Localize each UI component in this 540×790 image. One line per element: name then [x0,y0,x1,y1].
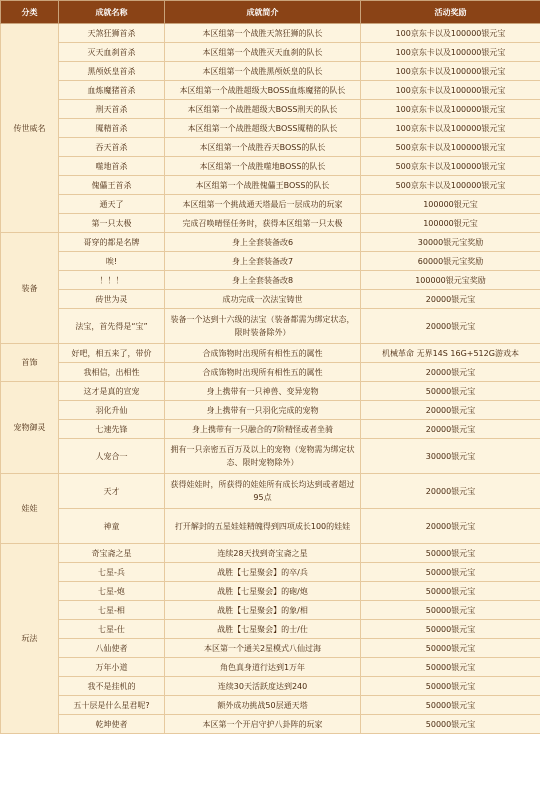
achievement-name: 第一只太极 [59,214,165,233]
achievement-desc: 本区组第一个战胜超级大BOSS刑天的队长 [165,100,361,119]
achievement-reward: 100000银元宝奖励 [361,271,540,290]
achievement-desc: 额外成功挑战50层通天塔 [165,696,361,715]
table-row [1,474,540,509]
achievement-name: 我不是挂机的 [59,677,165,696]
achievement-name: 刑天首杀 [59,100,165,119]
achievement-desc: 成功完成一次法宝铸世 [165,290,361,309]
achievement-name: 唉! [59,252,165,271]
achievement-reward: 50000银元宝 [361,563,540,582]
achievement-name: 吞天首杀 [59,138,165,157]
achievement-name: 七星-炮 [59,582,165,601]
achievement-reward: 30000银元宝 [361,439,540,474]
header-desc: 成就简介 [165,1,361,24]
achievement-reward: 100000银元宝 [361,195,540,214]
table-row [1,290,540,309]
achievement-name: 羽化升仙 [59,401,165,420]
achievement-desc: 拥有一只亲密五百万及以上的宠物（宠物需为绑定状态、限时宠物除外） [165,439,361,474]
achievement-reward: 50000银元宝 [361,715,540,734]
table-row [1,138,540,157]
achievement-desc: 本区组第一个战胜灭天血刹的队长 [165,43,361,62]
achievement-name: 万年小道 [59,658,165,677]
table-row [1,62,540,81]
achievement-name: ！！！ [59,271,165,290]
achievement-desc: 战胜【七星聚会】的士/仕 [165,620,361,639]
table-row [1,382,540,401]
achievement-name: 噬地首杀 [59,157,165,176]
achievement-desc: 战胜【七星聚会】的卒/兵 [165,563,361,582]
achievement-name: 傀儡王首杀 [59,176,165,195]
table-row [1,582,540,601]
achievement-desc: 身上全套装备改7 [165,252,361,271]
table-row [1,544,540,563]
achievement-desc: 本区组第一个战胜黑颅妖皇的队长 [165,62,361,81]
achievement-desc: 本区第一个通关2星模式八仙过海 [165,639,361,658]
achievement-reward: 100京东卡以及100000银元宝 [361,100,540,119]
achievement-name: 七星-相 [59,601,165,620]
achievement-reward: 50000银元宝 [361,382,540,401]
achievement-desc: 完成召唤晴怪任务时，获得本区组第一只太极 [165,214,361,233]
achievement-name: 黑颅妖皇首杀 [59,62,165,81]
achievement-desc: 本区组第一个战胜傀儡王BOSS的队长 [165,176,361,195]
achievement-desc: 本区组第一个战胜超级大BOSS魇精的队长 [165,119,361,138]
achievement-desc: 战胜【七星聚会】的砲/炮 [165,582,361,601]
table-row [1,233,540,252]
achievement-name: 哥穿的都是名牌 [59,233,165,252]
achievement-reward: 100京东卡以及100000银元宝 [361,119,540,138]
achievement-desc: 身上携带有一只融合的7阶精怪或者坐骑 [165,420,361,439]
category-cell: 装备 [1,233,59,344]
achievement-name: 天才 [59,474,165,509]
table-body [1,24,540,734]
achievement-reward: 50000银元宝 [361,544,540,563]
achievement-desc: 本区组第一个战胜吞天BOSS的队长 [165,138,361,157]
achievement-name: 灭天血刹首杀 [59,43,165,62]
category-cell: 传世威名 [1,24,59,233]
achievement-reward: 500京东卡以及100000银元宝 [361,157,540,176]
category-cell: 娃娃 [1,474,59,544]
achievement-name: 七星-仕 [59,620,165,639]
header-name: 成就名称 [59,1,165,24]
achievement-reward: 20000银元宝 [361,309,540,344]
achievement-reward: 50000银元宝 [361,601,540,620]
achievement-name: 通天了 [59,195,165,214]
achievement-name: 这才是真的宣宠 [59,382,165,401]
table-row [1,119,540,138]
achievement-reward: 30000银元宝奖励 [361,233,540,252]
category-cell: 首饰 [1,344,59,382]
table-row [1,271,540,290]
achievement-desc: 本区组第一个挑战通天塔最后一层成功的玩家 [165,195,361,214]
achievement-desc: 连续28天找到奇宝斋之星 [165,544,361,563]
achievement-desc: 本区第一个开启守护八卦阵的玩家 [165,715,361,734]
table-row [1,696,540,715]
category-cell: 玩法 [1,544,59,734]
achievement-name: 七速先锋 [59,420,165,439]
achievement-reward: 20000银元宝 [361,290,540,309]
table-row [1,639,540,658]
achievement-name: 奇宝斋之星 [59,544,165,563]
achievement-desc: 战胜【七星聚会】的象/相 [165,601,361,620]
achievement-reward: 20000银元宝 [361,401,540,420]
header-row [1,1,540,24]
achievement-desc: 本区组第一个战胜超级大BOSS血炼魔猪的队长 [165,81,361,100]
table-row [1,195,540,214]
achievement-desc: 获得娃娃时，所获得的娃娃所有成长均达到或者超过95点 [165,474,361,509]
table-row [1,24,540,43]
achievement-reward: 20000银元宝 [361,363,540,382]
achievement-desc: 身上全套装备改8 [165,271,361,290]
table-row [1,81,540,100]
achievement-name: 八仙使者 [59,639,165,658]
achievement-reward: 50000银元宝 [361,639,540,658]
table-row [1,43,540,62]
table-row [1,420,540,439]
achievement-name: 神童 [59,509,165,544]
achievement-name: 七星-兵 [59,563,165,582]
achievement-reward: 20000银元宝 [361,420,540,439]
achievement-reward: 50000银元宝 [361,620,540,639]
header-category: 分类 [1,1,59,24]
table-row [1,214,540,233]
table-row [1,509,540,544]
table-row [1,715,540,734]
achievement-desc: 身上携带有一只羽化完成的宠物 [165,401,361,420]
table-row [1,157,540,176]
achievement-desc: 身上携带有一只神兽、变异宠物 [165,382,361,401]
achievement-desc: 装备一个达到十六级的法宝（装备都需为绑定状态，限时装备除外） [165,309,361,344]
table-row [1,100,540,119]
achievement-desc: 角色真身道行达到1万年 [165,658,361,677]
achievement-name: 血炼魔猪首杀 [59,81,165,100]
achievement-name: 好吧，相五来了，带价 [59,344,165,363]
achievement-reward: 500京东卡以及100000银元宝 [361,138,540,157]
achievement-reward: 100000银元宝 [361,214,540,233]
table-row [1,363,540,382]
category-cell: 宠物御灵 [1,382,59,474]
table-row [1,658,540,677]
achievement-reward: 500京东卡以及100000银元宝 [361,176,540,195]
achievement-reward: 50000银元宝 [361,677,540,696]
achievement-reward: 100京东卡以及100000银元宝 [361,62,540,81]
achievement-name: 我相信，出相性 [59,363,165,382]
achievement-name: 魇精首杀 [59,119,165,138]
achievement-name: 天煞狂狮首杀 [59,24,165,43]
achievement-reward: 100京东卡以及100000银元宝 [361,81,540,100]
achievement-reward: 20000银元宝 [361,474,540,509]
table-row [1,309,540,344]
achievement-desc: 合成饰物时出现所有相性五的属性 [165,363,361,382]
achievement-reward: 20000银元宝 [361,509,540,544]
table-row [1,252,540,271]
achievement-name: 人宠合一 [59,439,165,474]
achievement-desc: 连续30天活跃度达到240 [165,677,361,696]
achievement-name: 法宝，首先得是“宝” [59,309,165,344]
achievement-reward: 50000银元宝 [361,696,540,715]
table-row [1,620,540,639]
achievement-desc: 打开解封的五星娃娃精魄得到四项成长100的娃娃 [165,509,361,544]
table-row [1,677,540,696]
table-row [1,401,540,420]
table-row [1,176,540,195]
achievement-reward: 100京东卡以及100000银元宝 [361,24,540,43]
achievement-name: 砖世为灵 [59,290,165,309]
achievement-reward: 50000银元宝 [361,582,540,601]
achievement-desc: 本区组第一个战胜天煞狂狮的队长 [165,24,361,43]
achievement-reward: 60000银元宝奖励 [361,252,540,271]
achievement-desc: 身上全套装备改6 [165,233,361,252]
table-row [1,601,540,620]
achievement-desc: 合成饰物时出现所有相性五的属性 [165,344,361,363]
table-row [1,344,540,363]
achievement-reward: 机械革命 无界14S 16G+512G游戏本 [361,344,540,363]
achievement-reward: 50000银元宝 [361,658,540,677]
achievement-name: 乾坤使者 [59,715,165,734]
table-row [1,439,540,474]
table-row [1,563,540,582]
achievement-desc: 本区组第一个战胜噬地BOSS的队长 [165,157,361,176]
achievement-reward: 100京东卡以及100000银元宝 [361,43,540,62]
header-reward: 活动奖励 [361,1,540,24]
achievement-name: 五十层是什么星君呢? [59,696,165,715]
